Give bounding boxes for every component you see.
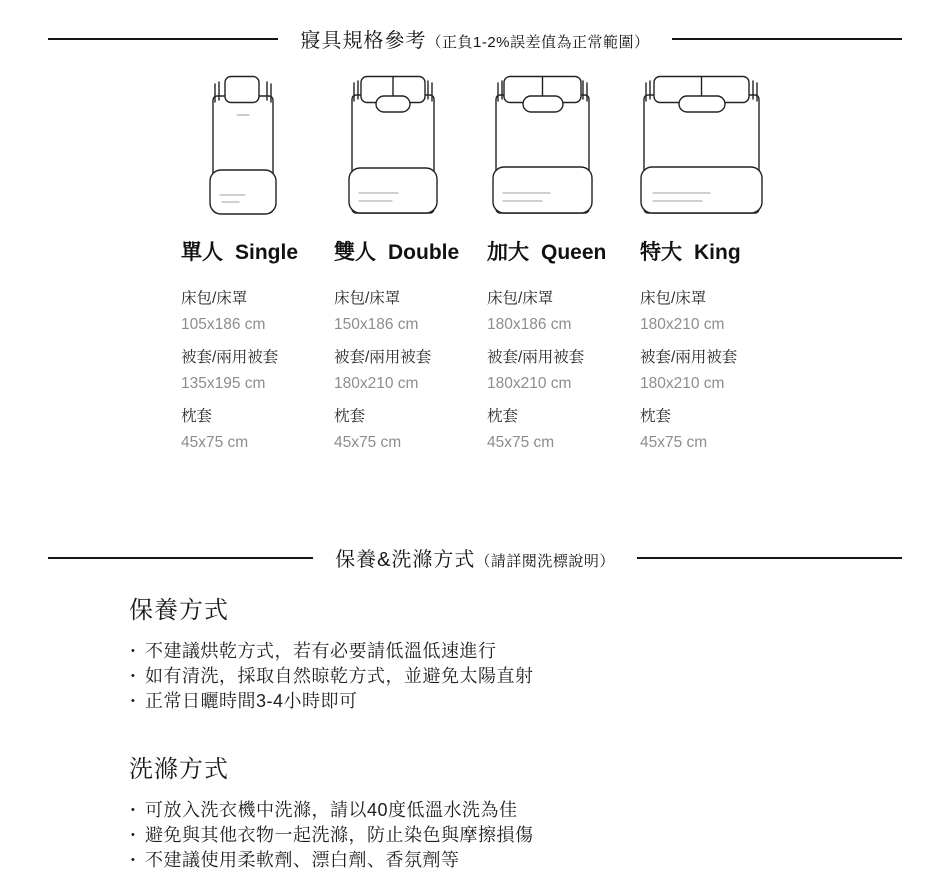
- bullet-dot-icon: •: [131, 670, 136, 682]
- divider-rule-left: [48, 557, 313, 559]
- size-label-zh: 加大: [487, 241, 529, 264]
- spec-label: 床包/床罩: [334, 290, 401, 307]
- bullet-text: 如有清洗，採取自然晾乾方式，並避免太陽直射: [145, 666, 534, 686]
- bullet-item: [131, 848, 950, 873]
- size-comparison-grid: [181, 75, 950, 467]
- bullet-text: 不建議使用柔軟劑、漂白劑、香氛劑等: [145, 850, 460, 870]
- size-label-zh: 特大: [640, 241, 682, 264]
- size-label: [334, 236, 487, 262]
- washing-heading: 洗滌方式: [129, 756, 229, 783]
- divider-rule-right: [637, 557, 902, 559]
- spec-list: [181, 290, 334, 451]
- spec-size: 45x75 cm: [640, 434, 708, 451]
- spec-size: 180x210 cm: [487, 375, 572, 392]
- spec-label: 被套/兩用被套: [640, 349, 738, 366]
- maintenance-bullet-list: [131, 639, 950, 714]
- spec-size: 45x75 cm: [334, 434, 402, 451]
- care-section-header: [0, 543, 950, 572]
- size-label-en: King: [694, 241, 741, 264]
- divider-rule-right: [672, 38, 902, 40]
- bed-illustration-double: [348, 75, 487, 220]
- spec-label: 枕套: [640, 408, 672, 425]
- spec-item: [334, 349, 487, 392]
- size-label-zh: 雙人: [334, 241, 376, 264]
- spec-item: [334, 408, 487, 451]
- spec-label: 被套/兩用被套: [334, 349, 432, 366]
- bullet-text: 可放入洗衣機中洗滌，請以40度低溫水洗為佳: [145, 800, 518, 820]
- size-column-king: [640, 75, 793, 467]
- bed-illustration-queen: [492, 75, 640, 220]
- bullet-dot-icon: •: [131, 829, 136, 841]
- size-label-en: Double: [388, 241, 460, 264]
- spec-item: [640, 349, 793, 392]
- spec-item: [181, 408, 334, 451]
- bullet-text: 正常日曬時間3-4小時即可: [145, 691, 358, 711]
- spec-label: 枕套: [181, 408, 213, 425]
- spec-label: 床包/床罩: [487, 290, 554, 307]
- section-title-note: （正負1-2%誤差值為正常範圍）: [426, 34, 650, 51]
- bullet-item: [131, 798, 950, 823]
- size-column-single: [181, 75, 334, 467]
- spec-size: 105x186 cm: [181, 316, 266, 333]
- bullet-item: [131, 664, 950, 689]
- bed-illustration-king: [640, 75, 793, 220]
- washing-bullet-list: [131, 798, 950, 873]
- maintenance-heading: 保養方式: [129, 597, 229, 624]
- spec-size: 180x186 cm: [487, 316, 572, 333]
- size-column-double: [334, 75, 487, 467]
- spec-label: 被套/兩用被套: [181, 349, 279, 366]
- section-title-text: 寢具規格參考: [300, 30, 427, 52]
- bullet-dot-icon: •: [131, 854, 136, 866]
- size-label-en: Single: [235, 241, 299, 264]
- spec-size: 180x210 cm: [640, 375, 725, 392]
- size-label-zh: 單人: [181, 241, 223, 264]
- spec-label: 被套/兩用被套: [487, 349, 585, 366]
- spec-size: 180x210 cm: [334, 375, 419, 392]
- spec-label: 枕套: [334, 408, 366, 425]
- spec-size: 45x75 cm: [181, 434, 249, 451]
- size-label: [181, 236, 334, 262]
- spec-size: 150x186 cm: [334, 316, 419, 333]
- bullet-item: [131, 823, 950, 848]
- section-title-text: 保養&洗滌方式: [335, 549, 476, 571]
- care-section-title: [335, 543, 615, 572]
- spec-section-header: [0, 24, 950, 53]
- size-column-queen: [487, 75, 640, 467]
- spec-list: [640, 290, 793, 451]
- spec-list: [487, 290, 640, 451]
- size-label-en: Queen: [541, 241, 607, 264]
- spec-item: [487, 408, 640, 451]
- divider-rule-left: [48, 38, 278, 40]
- bullet-item: [131, 689, 950, 714]
- spec-item: [640, 408, 793, 451]
- spec-label: 床包/床罩: [640, 290, 707, 307]
- bullet-text: 不建議烘乾方式，若有必要請低溫低速進行: [145, 641, 497, 661]
- spec-item: [181, 349, 334, 392]
- bullet-text: 避免與其他衣物一起洗滌，防止染色與摩擦損傷: [145, 825, 534, 845]
- spec-size: 180x210 cm: [640, 316, 725, 333]
- spec-item: [487, 349, 640, 392]
- bed-illustration-single: [209, 75, 334, 220]
- size-label: [640, 236, 793, 262]
- spec-size: 45x75 cm: [487, 434, 555, 451]
- bullet-dot-icon: •: [131, 645, 136, 657]
- spec-label: 床包/床罩: [181, 290, 248, 307]
- spec-item: [640, 290, 793, 333]
- spec-item: [487, 290, 640, 333]
- bedding-spec-page: [0, 24, 950, 892]
- spec-size: 135x195 cm: [181, 375, 266, 392]
- spec-item: [181, 290, 334, 333]
- bullet-dot-icon: •: [131, 804, 136, 816]
- section-title-note: （請詳閱洗標說明）: [475, 553, 615, 570]
- size-label: [487, 236, 640, 262]
- spec-section-title: [300, 24, 649, 53]
- bullet-dot-icon: •: [131, 695, 136, 707]
- spec-label: 枕套: [487, 408, 519, 425]
- spec-list: [334, 290, 487, 451]
- spec-item: [334, 290, 487, 333]
- bullet-item: [131, 639, 950, 664]
